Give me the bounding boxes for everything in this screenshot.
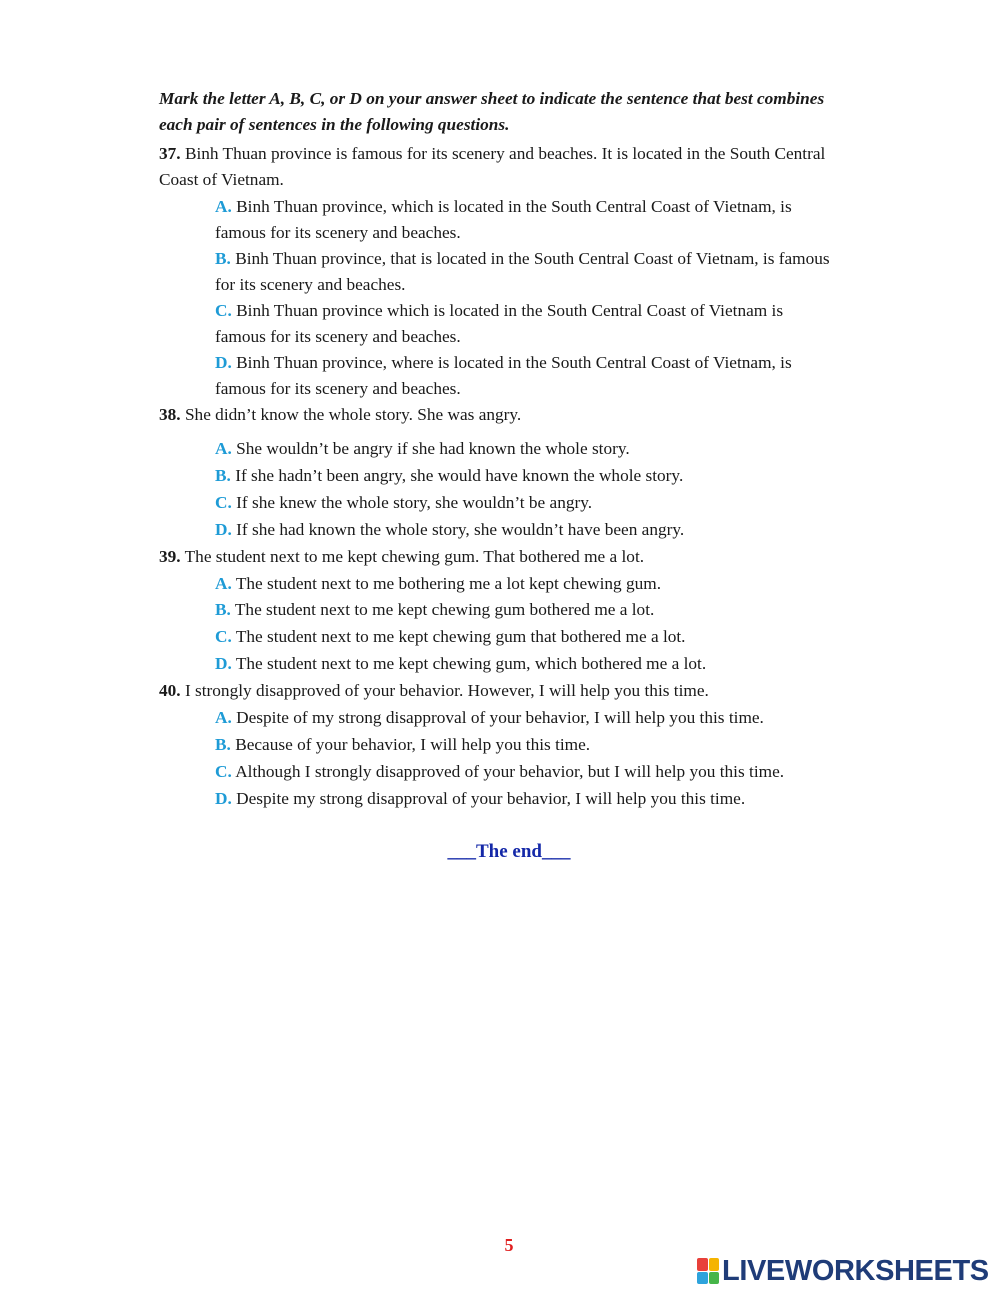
end-text: ___The end___ [447, 841, 571, 862]
option-40-d[interactable] [215, 786, 835, 812]
option-letter: B. [215, 735, 231, 754]
instructions: Mark the letter A, B, C, or D on your answer sheet to indicate the sentence that best combines each pair of sentences in the following questions. [159, 89, 825, 134]
page-number: 5 [504, 1235, 514, 1255]
option-letter: C. [215, 493, 232, 512]
option-40-b[interactable] [215, 732, 835, 758]
option-text: She wouldn’t be angry if she had known the whole story. [236, 439, 630, 458]
option-letter: D. [215, 353, 232, 372]
option-text: The student next to me kept chewing gum that bothered me a lot. [235, 627, 686, 646]
option-40-a[interactable] [215, 705, 835, 731]
option-39-d[interactable] [215, 651, 835, 677]
question-number: 39. [159, 547, 181, 566]
option-letter: D. [215, 520, 232, 539]
option-letter: C. [215, 627, 232, 646]
question-39 [159, 544, 839, 570]
option-text: If she hadn’t been angry, she would have known the whole story. [235, 466, 684, 485]
option-text: The student next to me kept chewing gum, which bothered me a lot. [235, 654, 707, 673]
option-letter: B. [215, 249, 231, 268]
option-letter: C. [215, 762, 232, 781]
liveworksheets-logo-icon [697, 1258, 719, 1284]
option-text: The student next to me bothering me a lot kept chewing gum. [235, 574, 662, 593]
option-text: If she had known the whole story, she wouldn’t have been angry. [236, 520, 685, 539]
option-text: Despite my strong disapproval of your behavior, I will help you this time. [236, 789, 746, 808]
option-letter: D. [215, 789, 232, 808]
option-letter: B. [215, 466, 231, 485]
option-39-b[interactable] [215, 597, 835, 623]
option-text: Because of your behavior, I will help you this time. [235, 735, 591, 754]
option-letter: B. [215, 600, 231, 619]
option-39-a[interactable] [215, 571, 835, 597]
option-letter: A. [215, 197, 232, 216]
question-number: 37. [159, 144, 181, 163]
option-text: Binh Thuan province which is located in the South Central Coast of Vietnam is famous for its scenery and beaches. [215, 301, 784, 346]
option-38-c[interactable] [215, 490, 835, 516]
option-38-a[interactable] [215, 436, 835, 462]
option-40-c[interactable] [215, 759, 835, 785]
question-38 [159, 402, 839, 428]
option-text: Binh Thuan province, that is located in the South Central Coast of Vietnam, is famous for its scenery and beaches. [215, 249, 830, 294]
option-38-d[interactable] [215, 517, 835, 543]
option-text: Although I strongly disapproved of your behavior, but I will help you this time. [235, 762, 785, 781]
option-letter: A. [215, 439, 232, 458]
option-letter: C. [215, 301, 232, 320]
option-text: If she knew the whole story, she wouldn’t be angry. [236, 493, 593, 512]
question-prompt: Binh Thuan province is famous for its scenery and beaches. It is located in the South Central Coast of Vietnam. [159, 144, 826, 189]
option-letter: A. [215, 708, 232, 727]
question-prompt: The student next to me kept chewing gum. That bothered me a lot. [184, 547, 645, 566]
option-text: The student next to me kept chewing gum bothered me a lot. [234, 600, 655, 619]
option-38-b[interactable] [215, 463, 835, 489]
brand-wordmark: LIVEWORKSHEETS [722, 1255, 989, 1287]
question-number: 38. [159, 405, 181, 424]
option-text: Binh Thuan province, which is located in the South Central Coast of Vietnam, is famous for its scenery and beaches. [215, 197, 792, 242]
option-37-a[interactable] [215, 194, 835, 246]
question-37 [159, 141, 839, 193]
option-letter: A. [215, 574, 232, 593]
question-number: 40. [159, 681, 181, 700]
question-prompt: She didn’t know the whole story. She was angry. [184, 405, 522, 424]
option-37-b[interactable] [215, 246, 835, 298]
option-39-c[interactable] [215, 624, 835, 650]
question-prompt: I strongly disapproved of your behavior. However, I will help you this time. [184, 681, 709, 700]
question-40 [159, 678, 839, 704]
option-text: Despite of my strong disapproval of your behavior, I will help you this time. [236, 708, 764, 727]
option-37-d[interactable] [215, 350, 835, 402]
option-letter: D. [215, 654, 232, 673]
option-37-c[interactable] [215, 298, 835, 350]
option-text: Binh Thuan province, where is located in the South Central Coast of Vietnam, is famous for its scenery and beaches. [215, 353, 792, 398]
liveworksheets-brand[interactable] [697, 1254, 989, 1288]
